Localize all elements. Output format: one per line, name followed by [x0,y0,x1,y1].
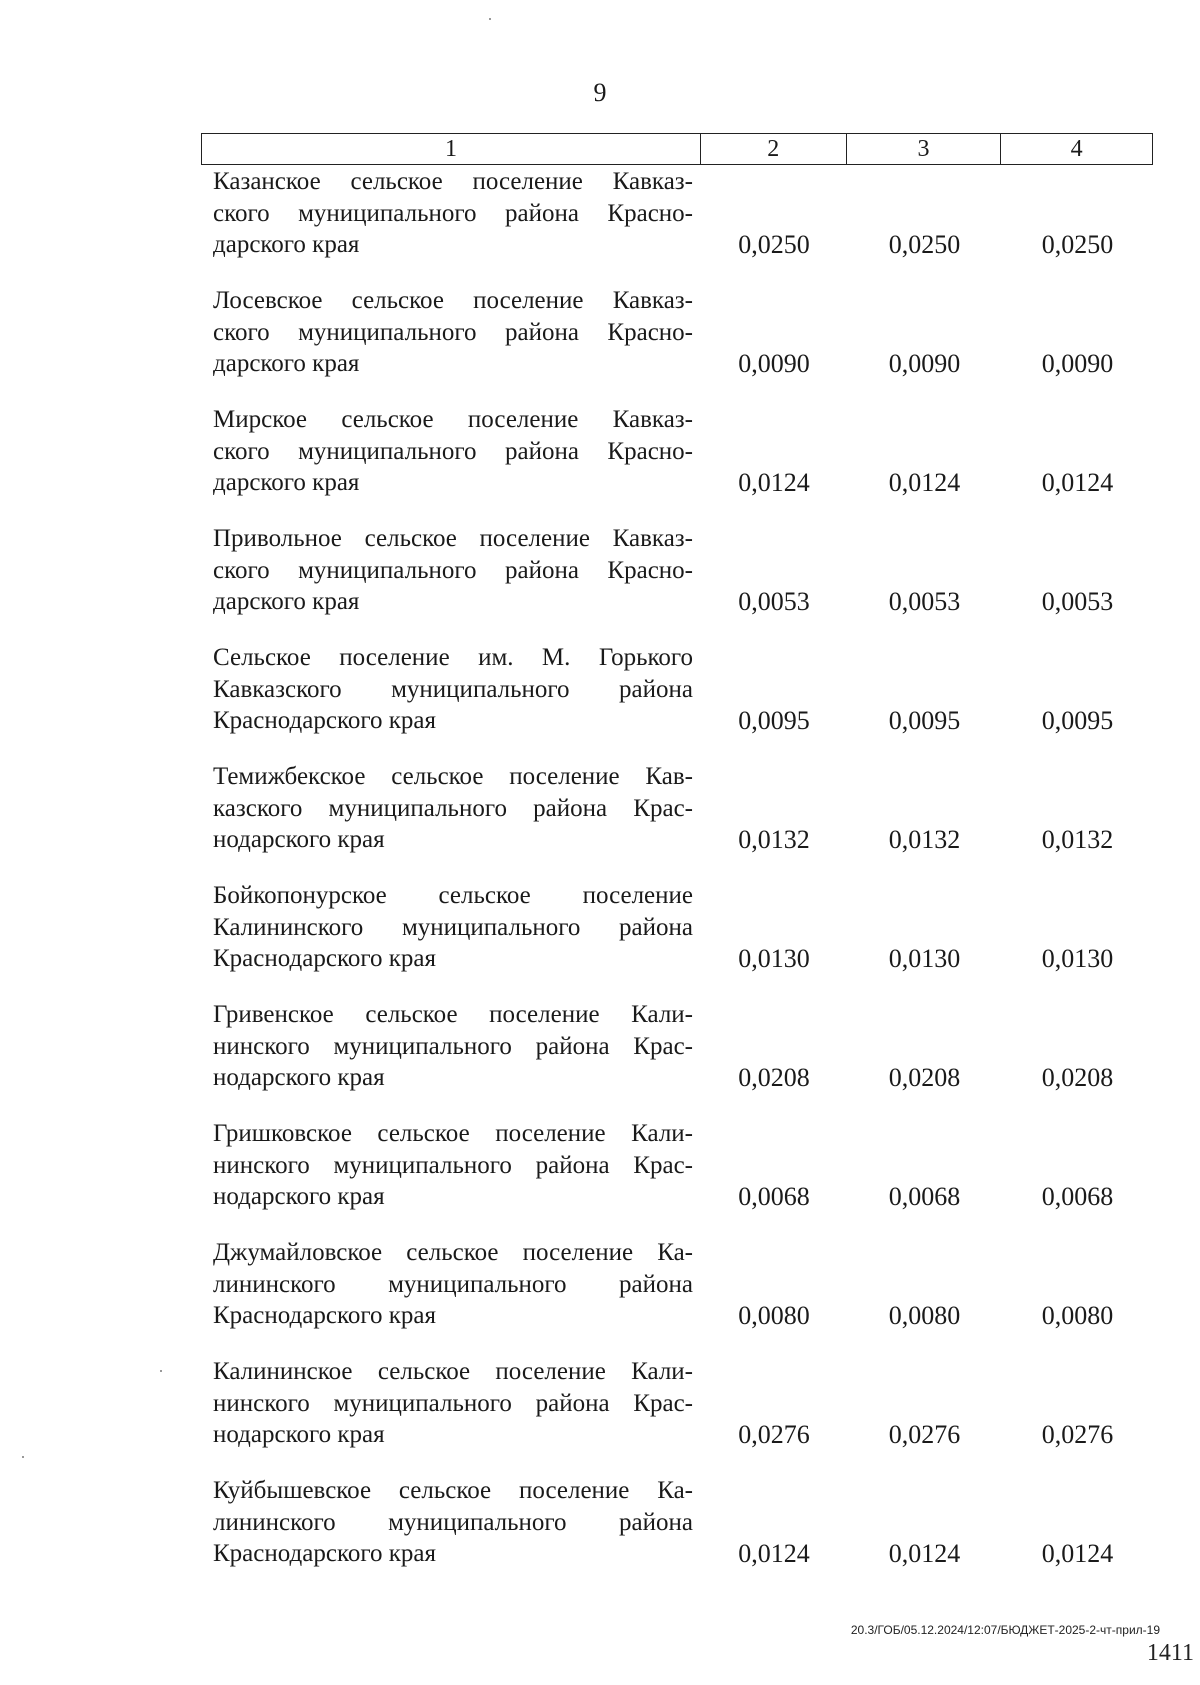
document-footer-code: 20.3/ГОБ/05.12.2024/12:07/БЮДЖЕТ-2025-2-чт-прил-19 [850,1623,1160,1637]
settlement-name-line: Лосевское сельское поселение Кавказ- [213,287,693,314]
value-col-2: 0,0250 [738,230,810,259]
table-header-col-4: 4 [1070,136,1083,162]
table-header-col-2: 2 [701,134,847,164]
value-col-3: 0,0130 [888,944,961,973]
settlement-name-line: Джумайловское сельское поселение Ка- [213,1239,693,1266]
settlement-name-line: нинского муниципального района Крас- [213,1151,693,1179]
value-col-4: 0,0124 [1041,1539,1114,1568]
table-row [201,1356,1153,1475]
value-col-2: 0,0095 [738,706,810,735]
settlement-name [213,523,693,618]
table-row [201,761,1153,880]
value-col-2: 0,0276 [738,1420,810,1449]
settlement-name-line: нинского муниципального района Крас- [213,1389,693,1417]
settlement-name-line: Привольное сельское поселение Кавказ- [213,525,693,552]
value-col-4: 0,0208 [1041,1063,1114,1092]
settlement-name [213,1237,693,1332]
settlement-name-line: Краснодарского края [213,1540,436,1567]
table-row [201,1237,1153,1356]
value-col-4: 0,0276 [1041,1420,1114,1449]
settlement-name-line: Сельское поселение им. М. Горького [213,644,693,671]
settlement-name [213,1118,693,1213]
settlement-name-line: нодарского края [213,826,385,853]
value-col-2: 0,0090 [738,349,810,378]
settlement-name-line: Краснодарского края [213,945,436,972]
settlement-name-line: дарского края [213,469,360,496]
settlement-name [213,1356,693,1451]
settlement-name-line: ского муниципального района Красно- [213,437,693,465]
value-col-3: 0,0124 [888,468,961,497]
value-col-4: 0,0130 [1041,944,1114,973]
value-col-2: 0,0053 [738,587,810,616]
table-row [201,166,1153,285]
settlement-name-line: Темижбекское сельское поселение Кав- [213,763,693,790]
settlement-name-line: Калининское сельское поселение Кали- [213,1358,693,1385]
settlement-name-line: Куйбышевское сельское поселение Ка- [213,1477,693,1504]
settlement-name-line: Гришковское сельское поселение Кали- [213,1120,693,1147]
value-col-4: 0,0053 [1041,587,1114,616]
settlement-name-line: дарского края [213,231,360,258]
settlement-name-line: Калининского муниципального района [213,913,693,941]
value-col-4: 0,0132 [1041,825,1114,854]
value-col-2: 0,0124 [738,1539,810,1568]
table-row [201,642,1153,761]
settlement-name-line: нинского муниципального района Крас- [213,1032,693,1060]
settlement-name-line: ского муниципального района Красно- [213,199,693,227]
settlement-name-line: ского муниципального района Красно- [213,318,693,346]
settlement-name-line: нодарского края [213,1064,385,1091]
settlement-name-line: Краснодарского края [213,707,436,734]
value-col-2: 0,0208 [738,1063,810,1092]
value-col-3: 0,0090 [888,349,961,378]
settlement-name-line: Гривенское сельское поселение Кали- [213,1001,693,1028]
settlement-name [213,1475,693,1570]
table-row [201,285,1153,404]
value-col-4: 0,0090 [1041,349,1114,378]
value-col-2: 0,0130 [738,944,810,973]
settlement-name-line: казского муниципального района Крас- [213,794,693,822]
settlement-name-line: ского муниципального района Красно- [213,556,693,584]
table-row [201,880,1153,999]
value-col-4: 0,0080 [1041,1301,1114,1330]
settlement-name [213,285,693,380]
settlement-name-line: нодарского края [213,1183,385,1210]
value-col-3: 0,0208 [888,1063,961,1092]
settlement-name-line: дарского края [213,588,360,615]
settlement-name [213,642,693,737]
table-row [201,1118,1153,1237]
settlement-name-line: лининского муниципального района [213,1270,693,1298]
settlement-name [213,404,693,499]
settlement-name-line: Мирское сельское поселение Кавказ- [213,406,693,433]
settlement-name-line: нодарского края [213,1421,385,1448]
value-col-2: 0,0132 [738,825,810,854]
value-col-2: 0,0068 [738,1182,810,1211]
value-col-3: 0,0132 [888,825,961,854]
value-col-3: 0,0068 [888,1182,961,1211]
table-body [201,166,1153,1594]
settlement-name-line: Краснодарского края [213,1302,436,1329]
table-header-col-3: 3 [847,134,1002,164]
settlement-name [213,880,693,975]
settlement-name-line: дарского края [213,350,360,377]
table-row [201,1475,1153,1594]
value-col-3: 0,0095 [888,706,961,735]
table-header-row [201,133,1153,165]
sheet-number: 1411 [1146,1640,1194,1666]
value-col-2: 0,0124 [738,468,810,497]
scan-speck [489,18,491,20]
scan-speck [160,1370,162,1372]
table-header-col-1: 1 [202,134,701,164]
settlement-name-line: Казанское сельское поселение Кавказ- [213,168,693,195]
value-col-4: 0,0124 [1041,468,1114,497]
settlement-name [213,761,693,856]
value-col-4: 0,0250 [1041,230,1114,259]
page-number: 9 [593,78,607,107]
scan-speck [22,1456,24,1458]
settlement-name-line: лининского муниципального района [213,1508,693,1536]
value-col-2: 0,0080 [738,1301,810,1330]
value-col-3: 0,0250 [888,230,961,259]
value-col-4: 0,0095 [1041,706,1114,735]
value-col-3: 0,0053 [888,587,961,616]
value-col-4: 0,0068 [1041,1182,1114,1211]
settlement-name-line: Кавказского муниципального района [213,675,693,703]
table-row [201,404,1153,523]
table-row [201,523,1153,642]
settlement-name-line: Бойкопонурское сельское поселение [213,882,693,909]
table-row [201,999,1153,1118]
settlement-name [213,999,693,1094]
value-col-3: 0,0276 [888,1420,961,1449]
settlement-name [213,166,693,261]
value-col-3: 0,0080 [888,1301,961,1330]
value-col-3: 0,0124 [888,1539,961,1568]
